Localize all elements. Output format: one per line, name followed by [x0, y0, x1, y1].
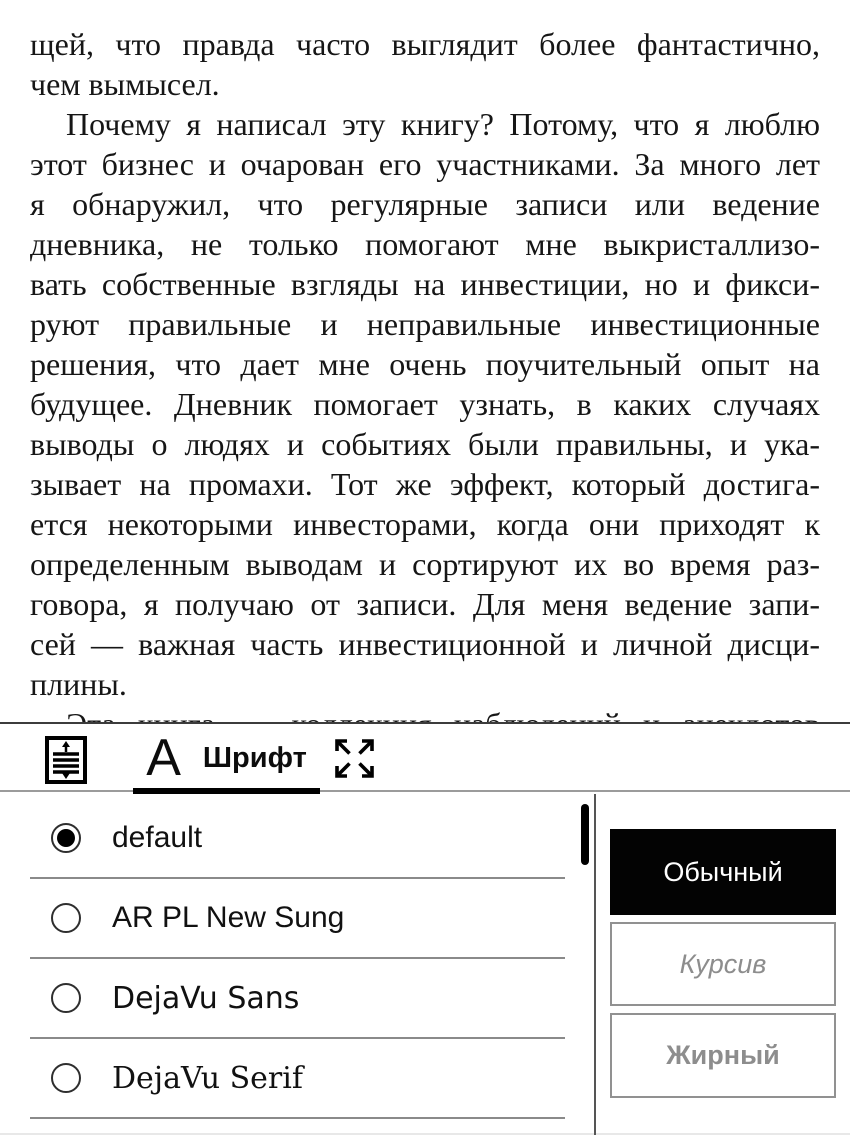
radio-unchecked-icon[interactable] [51, 983, 81, 1013]
font-option-label: DejaVu Sans [112, 980, 300, 1016]
fullscreen-expand-icon [331, 735, 378, 782]
font-list [0, 796, 595, 1119]
book-text-line: я обнаружил, что регулярные записи или ведение [30, 186, 820, 222]
style-normal-button[interactable]: Обычный [610, 829, 836, 915]
settings-toolbar [0, 724, 850, 792]
font-option-label: AR PL New Sung [112, 901, 345, 934]
radio-unchecked-icon[interactable] [51, 1063, 81, 1093]
book-text-line: ется некоторыми инвесторами, когда они приходят к [30, 506, 820, 542]
book-text-line: сей — важная часть инвестиционной и личной дисци- [30, 626, 820, 662]
book-text-line: выводы о людях и событиях были правильны, и ука- [30, 426, 820, 462]
font-option-ar-pl-new-sung[interactable] [30, 879, 565, 959]
style-italic-button[interactable]: Курсив [610, 922, 836, 1006]
line-spacing-button[interactable] [45, 736, 87, 784]
panel-vertical-divider [594, 794, 596, 1135]
font-tab-label: Шрифт [202, 741, 307, 774]
font-option-dejavu-sans[interactable] [30, 959, 565, 1039]
book-text-line: этот бизнес и очарован его участниками. За много лет [30, 146, 820, 182]
book-text-line: будущее. Дневник помогает узнать, в каких случаях [30, 386, 820, 422]
list-scrollbar[interactable] [581, 804, 589, 865]
font-settings-panel [0, 722, 850, 1133]
book-text-line: дневника, не только помогают мне выкристаллизо- [30, 226, 820, 262]
font-option-dejavu-serif[interactable] [30, 1039, 565, 1119]
active-tab-underline [133, 788, 320, 794]
book-text-line: решения, что дает мне очень поучительный опыт на [30, 346, 820, 382]
book-text-line: плины. [30, 666, 127, 702]
book-text-line: щей, что правда часто выглядит более фантастично, [30, 26, 820, 62]
style-bold-button[interactable]: Жирный [610, 1013, 836, 1098]
book-text-line: вать собственные взгляды на инвестиции, но и фикси- [30, 266, 820, 302]
font-option-label: default [112, 821, 203, 854]
radio-unchecked-icon[interactable] [51, 903, 81, 933]
book-text-line: руют правильные и неправильные инвестиционные [30, 306, 820, 342]
font-style-buttons [610, 829, 836, 1098]
book-text-line: Почему я написал эту книгу? Потому, что я люблю [66, 106, 820, 142]
font-letter-icon: A [146, 729, 181, 787]
line-spacing-icon [45, 736, 87, 784]
radio-checked-icon[interactable] [51, 823, 81, 853]
font-option-label: DejaVu Serif [112, 1060, 303, 1096]
fullscreen-button[interactable] [331, 735, 378, 782]
tab-font[interactable] [133, 724, 320, 792]
book-text-line: определенным выводам и сортируют их во время раз- [30, 546, 820, 582]
font-option-default[interactable] [30, 799, 565, 879]
book-text-line: зывает на промахи. Тот же эффект, который достига- [30, 466, 820, 502]
book-text-line: чем вымысел. [30, 66, 220, 102]
book-text-line: говора, я получаю от записи. Для меня ведение запи- [30, 586, 820, 622]
